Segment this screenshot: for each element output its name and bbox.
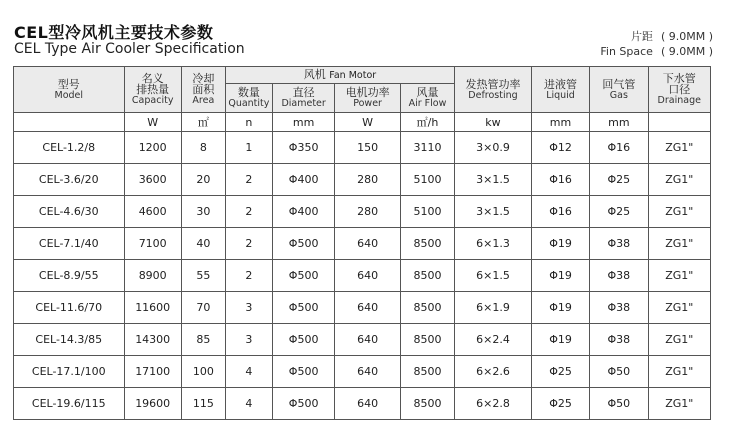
- cell-model: CEL-1.2/8: [14, 132, 125, 164]
- table-row: [14, 292, 711, 324]
- unit-cell: mm: [590, 113, 648, 132]
- cell-diameter: Φ500: [272, 388, 334, 420]
- header-air-flow: [400, 84, 454, 113]
- cell-capacity: 1200: [124, 132, 181, 164]
- header-diameter: [272, 84, 334, 113]
- cell-liquid: Φ16: [531, 196, 589, 228]
- title-chinese: CEL型冷风机主要技术参数: [14, 23, 214, 42]
- cell-air-flow: 8500: [400, 228, 454, 260]
- unit-cell: ㎡: [181, 113, 225, 132]
- fin-space-en-row: [600, 44, 713, 59]
- header-power-en: Power: [353, 98, 382, 109]
- cell-area: 8: [181, 132, 225, 164]
- cell-air-flow: 3110: [400, 132, 454, 164]
- cell-defrosting: 6×2.4: [455, 324, 532, 356]
- cell-capacity: 17100: [124, 356, 181, 388]
- header-quantity: [225, 84, 272, 113]
- cell-defrosting: 6×1.3: [455, 228, 532, 260]
- unit-cell: W: [335, 113, 401, 132]
- cell-diameter: Φ400: [272, 196, 334, 228]
- header-gas-cn: 回气管: [602, 77, 636, 91]
- cell-defrosting: 6×1.9: [455, 292, 532, 324]
- cell-capacity: 3600: [124, 164, 181, 196]
- header-air-flow-cn: 风量: [416, 86, 439, 99]
- cell-gas: Φ50: [590, 388, 648, 420]
- cell-power: 280: [335, 164, 401, 196]
- cell-drainage: ZG1": [648, 388, 710, 420]
- header-drainage-cn: 下水管 口径: [662, 72, 696, 96]
- cell-air-flow: 8500: [400, 292, 454, 324]
- cell-gas: Φ50: [590, 356, 648, 388]
- unit-row: [14, 113, 711, 132]
- table-row: [14, 356, 711, 388]
- cell-gas: Φ38: [590, 292, 648, 324]
- cell-area: 40: [181, 228, 225, 260]
- header-area: [181, 67, 225, 113]
- cell-area: 85: [181, 324, 225, 356]
- cell-power: 640: [335, 356, 401, 388]
- cell-model: CEL-11.6/70: [14, 292, 125, 324]
- unit-cell: mm: [531, 113, 589, 132]
- cell-capacity: 8900: [124, 260, 181, 292]
- cell-quantity: 2: [225, 196, 272, 228]
- cell-diameter: Φ400: [272, 164, 334, 196]
- cell-drainage: ZG1": [648, 196, 710, 228]
- cell-air-flow: 8500: [400, 388, 454, 420]
- spec-table-body: [14, 132, 711, 420]
- cell-area: 20: [181, 164, 225, 196]
- cell-capacity: 4600: [124, 196, 181, 228]
- header-capacity: [124, 67, 181, 113]
- header-defrosting: [455, 67, 532, 113]
- header-fan-motor: [225, 67, 454, 84]
- cell-drainage: ZG1": [648, 292, 710, 324]
- header-capacity-cn: 名义 排热量: [136, 72, 170, 96]
- cell-liquid: Φ19: [531, 228, 589, 260]
- cell-drainage: ZG1": [648, 164, 710, 196]
- cell-capacity: 7100: [124, 228, 181, 260]
- cell-quantity: 2: [225, 228, 272, 260]
- cell-model: CEL-14.3/85: [14, 324, 125, 356]
- cell-quantity: 1: [225, 132, 272, 164]
- header-air-flow-en: Air Flow: [408, 98, 447, 109]
- cell-area: 70: [181, 292, 225, 324]
- header-fan-motor-en: Fan Motor: [329, 70, 377, 81]
- header-defrosting-en: Defrosting: [468, 89, 518, 101]
- fin-space-cn-row: [600, 29, 713, 44]
- cell-air-flow: 8500: [400, 324, 454, 356]
- header-defrosting-cn: 发热管功率: [465, 77, 521, 91]
- cell-drainage: ZG1": [648, 260, 710, 292]
- cell-model: CEL-17.1/100: [14, 356, 125, 388]
- table-row: [14, 164, 711, 196]
- cell-gas: Φ16: [590, 132, 648, 164]
- cell-area: 100: [181, 356, 225, 388]
- header-diameter-en: Diameter: [281, 98, 326, 109]
- cell-power: 150: [335, 132, 401, 164]
- cell-power: 640: [335, 228, 401, 260]
- fin-space-en-value: ( 9.0MM ): [660, 45, 713, 58]
- cell-defrosting: 3×0.9: [455, 132, 532, 164]
- cell-model: CEL-19.6/115: [14, 388, 125, 420]
- header-drainage-en: Drainage: [657, 95, 701, 106]
- cell-gas: Φ38: [590, 324, 648, 356]
- cell-defrosting: 6×2.6: [455, 356, 532, 388]
- header-area-cn: 冷却 面积: [192, 72, 215, 96]
- table-row: [14, 260, 711, 292]
- cell-quantity: 2: [225, 260, 272, 292]
- cell-model: CEL-3.6/20: [14, 164, 125, 196]
- header-diameter-cn: 直径: [292, 86, 315, 99]
- header-gas: [590, 67, 648, 113]
- cell-quantity: 3: [225, 324, 272, 356]
- header-model-en: Model: [54, 89, 84, 101]
- header-liquid-en: Liquid: [546, 89, 575, 101]
- cell-air-flow: 8500: [400, 356, 454, 388]
- header-power-cn: 电机功率: [345, 86, 390, 99]
- header-model-cn: 型号: [57, 77, 80, 91]
- cell-area: 30: [181, 196, 225, 228]
- cell-defrosting: 3×1.5: [455, 164, 532, 196]
- spec-table: [13, 66, 711, 420]
- fin-space-cn-value: ( 9.0MM ): [660, 30, 713, 43]
- unit-cell: [648, 113, 710, 132]
- cell-liquid: Φ25: [531, 388, 589, 420]
- header-liquid: [531, 67, 589, 113]
- unit-cell: kw: [455, 113, 532, 132]
- cell-capacity: 11600: [124, 292, 181, 324]
- header-drainage: [648, 67, 710, 113]
- table-row: [14, 324, 711, 356]
- header-model: [14, 67, 125, 113]
- header-power: [335, 84, 401, 113]
- cell-model: CEL-4.6/30: [14, 196, 125, 228]
- unit-cell: mm: [272, 113, 334, 132]
- cell-diameter: Φ500: [272, 356, 334, 388]
- cell-power: 640: [335, 260, 401, 292]
- cell-diameter: Φ500: [272, 228, 334, 260]
- fin-space-note: [600, 29, 713, 59]
- cell-diameter: Φ350: [272, 132, 334, 164]
- header-quantity-en: Quantity: [228, 98, 270, 109]
- cell-diameter: Φ500: [272, 292, 334, 324]
- cell-capacity: 19600: [124, 388, 181, 420]
- cell-defrosting: 3×1.5: [455, 196, 532, 228]
- table-row: [14, 196, 711, 228]
- cell-liquid: Φ19: [531, 292, 589, 324]
- cell-quantity: 4: [225, 356, 272, 388]
- header-liquid-cn: 进液管: [544, 77, 578, 91]
- cell-gas: Φ38: [590, 228, 648, 260]
- fin-space-cn-label: 片距: [630, 30, 653, 43]
- fin-space-en-label: Fin Space: [600, 45, 653, 58]
- table-row: [14, 132, 711, 164]
- cell-liquid: Φ19: [531, 260, 589, 292]
- cell-power: 280: [335, 196, 401, 228]
- unit-cell: W: [124, 113, 181, 132]
- table-row: [14, 228, 711, 260]
- cell-air-flow: 5100: [400, 196, 454, 228]
- cell-defrosting: 6×2.8: [455, 388, 532, 420]
- cell-drainage: ZG1": [648, 324, 710, 356]
- header-gas-en: Gas: [609, 89, 628, 101]
- cell-model: CEL-7.1/40: [14, 228, 125, 260]
- cell-drainage: ZG1": [648, 356, 710, 388]
- table-row: [14, 388, 711, 420]
- header-fan-motor-cn: 风机: [303, 68, 326, 81]
- cell-quantity: 4: [225, 388, 272, 420]
- cell-capacity: 14300: [124, 324, 181, 356]
- cell-air-flow: 8500: [400, 260, 454, 292]
- header-capacity-en: Capacity: [131, 95, 174, 106]
- header-area-en: Area: [192, 95, 215, 106]
- cell-quantity: 3: [225, 292, 272, 324]
- unit-cell: ㎡/h: [400, 113, 454, 132]
- cell-liquid: Φ12: [531, 132, 589, 164]
- cell-power: 640: [335, 388, 401, 420]
- cell-diameter: Φ500: [272, 260, 334, 292]
- cell-quantity: 2: [225, 164, 272, 196]
- unit-cell: n: [225, 113, 272, 132]
- cell-liquid: Φ16: [531, 164, 589, 196]
- cell-area: 55: [181, 260, 225, 292]
- cell-power: 640: [335, 324, 401, 356]
- cell-drainage: ZG1": [648, 132, 710, 164]
- cell-gas: Φ25: [590, 164, 648, 196]
- cell-defrosting: 6×1.5: [455, 260, 532, 292]
- header-quantity-cn: 数量: [237, 86, 260, 99]
- unit-cell: [14, 113, 125, 132]
- cell-gas: Φ25: [590, 196, 648, 228]
- cell-power: 640: [335, 292, 401, 324]
- cell-model: CEL-8.9/55: [14, 260, 125, 292]
- cell-air-flow: 5100: [400, 164, 454, 196]
- cell-liquid: Φ19: [531, 324, 589, 356]
- title-english: CEL Type Air Cooler Specification: [14, 41, 245, 57]
- cell-diameter: Φ500: [272, 324, 334, 356]
- cell-liquid: Φ25: [531, 356, 589, 388]
- cell-drainage: ZG1": [648, 228, 710, 260]
- cell-gas: Φ38: [590, 260, 648, 292]
- cell-area: 115: [181, 388, 225, 420]
